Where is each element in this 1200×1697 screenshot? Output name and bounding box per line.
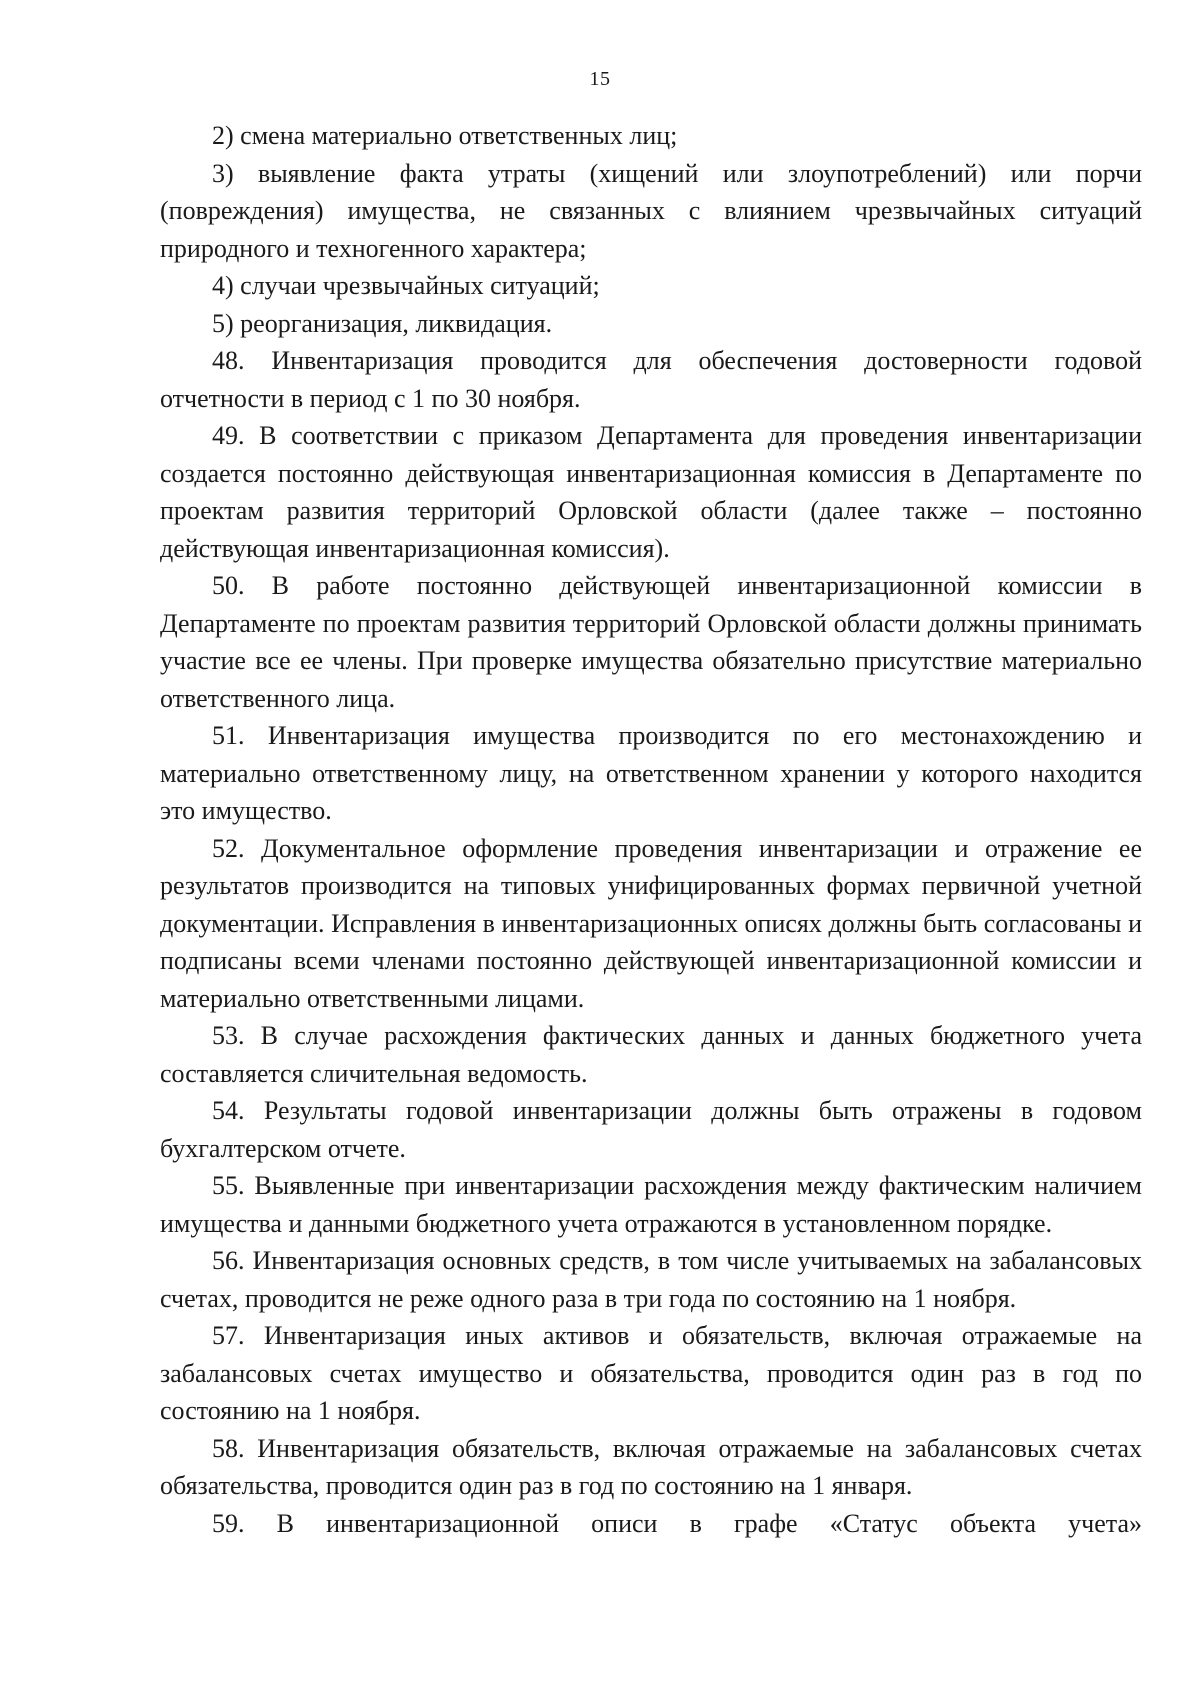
paragraph: 56. Инвентаризация основных средств, в том числе учитываемых на забалансовых счетах, проводится не реже одного раза в три года по состоянию на 1 ноября. (160, 1246, 1142, 1313)
paragraph: 58. Инвентаризация обязательств, включая отражаемые на забалансовых счетах обязательства, проводится один раз в год по состоянию на 1 января. (160, 1433, 1142, 1500)
paragraph: 3) выявление факта утраты (хищений или злоупотреблений) или порчи (повреждения) имущества, не связанных с влиянием чрезвычайных ситуаций природного и техногенного характера; (160, 158, 1142, 263)
paragraph: 2) смена материально ответственных лиц; (212, 121, 678, 150)
paragraph: 48. Инвентаризация проводится для обеспечения достоверности годовой отчетности в период с 1 по 30 ноября. (160, 346, 1142, 413)
paragraph: 4) случаи чрезвычайных ситуаций; (212, 271, 600, 300)
paragraph: 51. Инвентаризация имущества производится по его местонахождению и материально ответственному лицу, на ответственном хранении у которого находится это имущество. (160, 721, 1142, 825)
paragraph: 57. Инвентаризация иных активов и обязательств, включая отражаемые на забалансовых счетах имущество и обязательства, проводится один раз в год по состоянию на 1 ноября. (160, 1321, 1142, 1425)
paragraph: 53. В случае расхождения фактических данных и данных бюджетного учета составляется сличительная ведомость. (160, 1021, 1142, 1088)
paragraph: 50. В работе постоянно действующей инвентаризационной комиссии в Департаменте по проектам развития территорий Орловской области должны принимать участие все ее члены. При проверке имущества обязательно присутствие материально ответственного лица. (160, 571, 1142, 713)
page-number: 15 (589, 68, 611, 90)
paragraph: 55. Выявленные при инвентаризации расхождения между фактическим наличием имущества и данными бюджетного учета отражаются в установленном порядке. (160, 1171, 1142, 1238)
paragraph: 59. В инвентаризационной описи в графе «Статус объекта учета» (212, 1508, 1142, 1538)
paragraph: 49. В соответствии с приказом Департамента для проведения инвентаризации создается постоянно действующая инвентаризационная комиссия в Департаменте по проектам развития территорий Орловской области (далее также – постоянно действующая инвентаризационная комиссия). (160, 421, 1142, 563)
paragraph: 54. Результаты годовой инвентаризации должны быть отражены в годовом бухгалтерском отчете. (160, 1096, 1142, 1163)
paragraph: 52. Документальное оформление проведения инвентаризации и отражение ее результатов производится на типовых унифицированных формах первичной учетной документации. Исправления в инвентаризационных описях должны быть согласованы и подписаны всеми членами постоянно действующей инвентаризационной комиссии и материально ответственными лицами. (160, 833, 1142, 1013)
document-body (160, 117, 1142, 1542)
paragraph: 5) реорганизация, ликвидация. (212, 308, 553, 338)
